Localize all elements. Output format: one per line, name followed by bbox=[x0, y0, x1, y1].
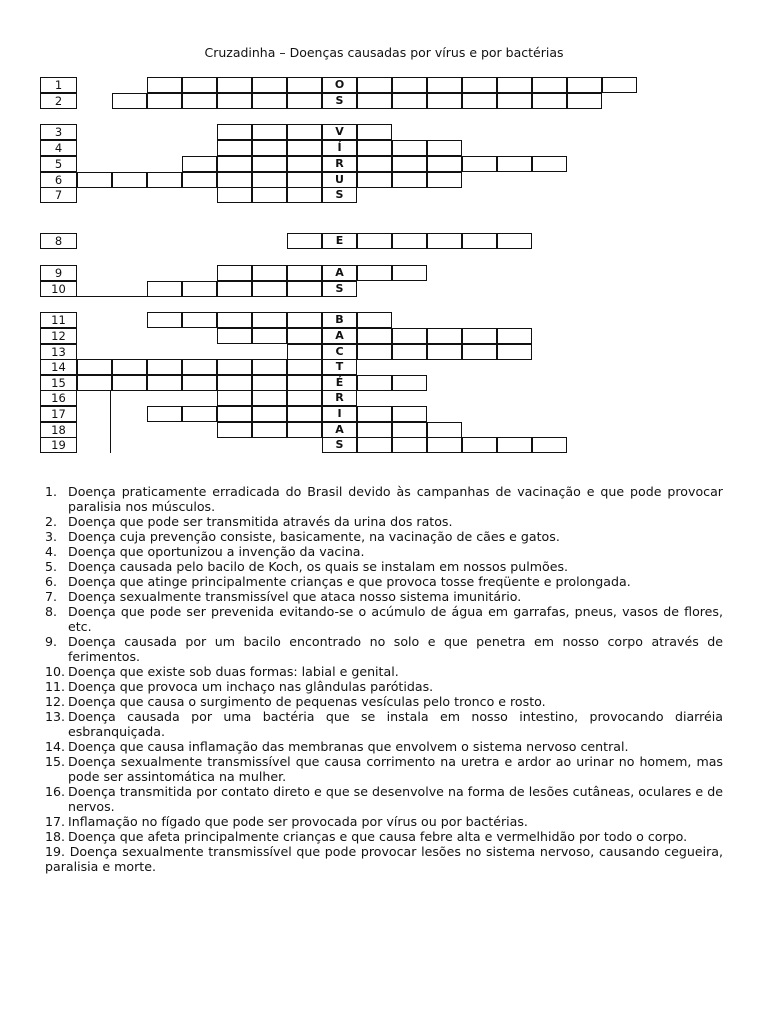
answer-cell[interactable] bbox=[217, 375, 252, 391]
clue-item bbox=[45, 559, 723, 574]
row-number: 6 bbox=[40, 172, 77, 188]
clue-number: 3. bbox=[45, 529, 58, 544]
clue-list bbox=[45, 484, 723, 874]
clue-text: Doença que afeta principalmente crianças e que causa febre alta e vermelhidão por todo o corpo. bbox=[68, 829, 688, 844]
answer-cell[interactable] bbox=[392, 156, 427, 172]
key-letter-cell: Í bbox=[322, 140, 357, 156]
answer-cell[interactable] bbox=[112, 359, 147, 375]
row-number: 3 bbox=[40, 124, 77, 140]
answer-cell[interactable] bbox=[287, 281, 322, 297]
clue-number: 18. bbox=[45, 829, 66, 844]
row-number: 15 bbox=[40, 375, 77, 391]
answer-cell[interactable] bbox=[217, 187, 252, 203]
answer-cell[interactable] bbox=[77, 172, 112, 188]
clue-text: Doença que provoca um inchaço nas glândulas parótidas. bbox=[68, 679, 434, 694]
answer-cell[interactable] bbox=[252, 172, 287, 188]
answer-cell[interactable] bbox=[532, 437, 567, 453]
answer-cell[interactable] bbox=[497, 77, 532, 93]
answer-cell[interactable] bbox=[182, 93, 217, 109]
answer-cell[interactable] bbox=[462, 77, 497, 93]
answer-cell[interactable] bbox=[217, 156, 252, 172]
key-letter-cell: É bbox=[322, 375, 357, 391]
clue-number: 16. bbox=[45, 784, 66, 799]
clue-item bbox=[45, 709, 723, 739]
answer-cell[interactable] bbox=[217, 312, 252, 328]
answer-cell[interactable] bbox=[217, 281, 252, 297]
clue-number: 19. bbox=[45, 844, 66, 859]
clue-item bbox=[45, 844, 723, 874]
clue-item bbox=[45, 694, 723, 709]
answer-cell[interactable] bbox=[147, 77, 182, 93]
page-title: Cruzadinha – Doenças causadas por vírus e por bactérias bbox=[204, 45, 564, 60]
clue-item bbox=[45, 784, 723, 814]
answer-cell[interactable] bbox=[217, 140, 252, 156]
answer-cell[interactable] bbox=[392, 233, 427, 249]
answer-cell[interactable] bbox=[182, 375, 217, 391]
key-letter-cell: V bbox=[322, 124, 357, 140]
answer-cell[interactable] bbox=[462, 156, 497, 172]
grid-rule bbox=[77, 296, 147, 297]
answer-cell[interactable] bbox=[112, 375, 147, 391]
answer-cell[interactable] bbox=[147, 359, 182, 375]
answer-cell[interactable] bbox=[217, 172, 252, 188]
clue-text: Doença que pode ser prevenida evitando-se o acúmulo de água em garrafas, pneus, vasos de flores, etc. bbox=[68, 604, 723, 634]
answer-cell[interactable] bbox=[357, 422, 392, 438]
answer-cell[interactable] bbox=[147, 172, 182, 188]
key-letter-cell: E bbox=[322, 233, 357, 249]
answer-cell[interactable] bbox=[392, 344, 427, 360]
clue-number: 9. bbox=[45, 634, 58, 649]
clue-text: Doença que oportunizou a invenção da vacina. bbox=[68, 544, 365, 559]
clue-item bbox=[45, 634, 723, 664]
clue-text: Doença sexualmente transmissível que causa corrimento na uretra e ardor ao urinar no homem, mas pode ser assintomática na mulher. bbox=[68, 754, 723, 784]
clue-text: Doença que existe sob duas formas: labial e genital. bbox=[68, 664, 399, 679]
answer-cell[interactable] bbox=[287, 156, 322, 172]
answer-cell[interactable] bbox=[112, 93, 147, 109]
clue-text: Doença causada por uma bactéria que se instala em nosso intestino, provocando diarréia esbranquiçada. bbox=[68, 709, 723, 739]
clue-text: Doença transmitida por contato direto e que se desenvolve na forma de lesões cutâneas, oculares e de nervos. bbox=[68, 784, 723, 814]
answer-cell[interactable] bbox=[392, 437, 427, 453]
answer-cell[interactable] bbox=[427, 233, 462, 249]
answer-cell[interactable] bbox=[392, 265, 427, 281]
answer-cell[interactable] bbox=[392, 77, 427, 93]
clue-item bbox=[45, 544, 723, 559]
clue-number: 12. bbox=[45, 694, 66, 709]
clue-text: Doença que pode ser transmitida através da urina dos ratos. bbox=[68, 514, 453, 529]
answer-cell[interactable] bbox=[217, 390, 252, 406]
clue-text: Doença sexualmente transmissível que ataca nosso sistema imunitário. bbox=[68, 589, 522, 604]
key-letter-cell: O bbox=[322, 77, 357, 93]
clue-text: Doença praticamente erradicada do Brasil devido às campanhas de vacinação e que pode provocar paralisia nos músculos. bbox=[68, 484, 723, 514]
answer-cell[interactable] bbox=[357, 375, 392, 391]
answer-cell[interactable] bbox=[287, 359, 322, 375]
answer-cell[interactable] bbox=[427, 140, 462, 156]
clue-item bbox=[45, 484, 723, 514]
row-number: 18 bbox=[40, 422, 77, 438]
answer-cell[interactable] bbox=[217, 328, 252, 344]
answer-cell[interactable] bbox=[497, 437, 532, 453]
clue-number: 4. bbox=[45, 544, 58, 559]
answer-cell[interactable] bbox=[497, 156, 532, 172]
row-number: 16 bbox=[40, 390, 77, 406]
answer-cell[interactable] bbox=[147, 312, 182, 328]
answer-cell[interactable] bbox=[252, 359, 287, 375]
answer-cell[interactable] bbox=[357, 233, 392, 249]
clue-item bbox=[45, 829, 723, 844]
answer-cell[interactable] bbox=[497, 233, 532, 249]
key-letter-cell: U bbox=[322, 172, 357, 188]
answer-cell[interactable] bbox=[392, 406, 427, 422]
answer-cell[interactable] bbox=[602, 77, 637, 93]
clue-item bbox=[45, 514, 723, 529]
answer-cell[interactable] bbox=[287, 140, 322, 156]
row-number: 7 bbox=[40, 187, 77, 203]
answer-cell[interactable] bbox=[182, 156, 217, 172]
answer-cell[interactable] bbox=[462, 93, 497, 109]
clue-text: Doença que causa o surgimento de pequenas vesículas pelo tronco e rosto. bbox=[68, 694, 546, 709]
answer-cell[interactable] bbox=[462, 328, 497, 344]
row-number: 12 bbox=[40, 328, 77, 344]
clue-text: Doença que atinge principalmente crianças e que provoca tosse freqüente e prolongada. bbox=[68, 574, 631, 589]
clue-number: 17. bbox=[45, 814, 66, 829]
key-letter-cell: T bbox=[322, 359, 357, 375]
clue-number: 5. bbox=[45, 559, 58, 574]
answer-cell[interactable] bbox=[427, 422, 462, 438]
key-letter-cell: R bbox=[322, 156, 357, 172]
answer-cell[interactable] bbox=[182, 406, 217, 422]
clue-item bbox=[45, 529, 723, 544]
row-number: 19 bbox=[40, 437, 77, 453]
answer-cell[interactable] bbox=[287, 344, 322, 360]
row-number: 17 bbox=[40, 406, 77, 422]
key-letter-cell: A bbox=[322, 265, 357, 281]
answer-cell[interactable] bbox=[252, 77, 287, 93]
answer-cell[interactable] bbox=[252, 156, 287, 172]
answer-cell[interactable] bbox=[357, 140, 392, 156]
answer-cell[interactable] bbox=[497, 344, 532, 360]
answer-cell[interactable] bbox=[357, 437, 392, 453]
answer-cell[interactable] bbox=[147, 93, 182, 109]
key-letter-cell: S bbox=[322, 93, 357, 109]
row-number: 10 bbox=[40, 281, 77, 297]
answer-cell[interactable] bbox=[112, 172, 147, 188]
key-letter-cell: S bbox=[322, 437, 357, 453]
answer-cell[interactable] bbox=[427, 156, 462, 172]
clue-item bbox=[45, 739, 723, 754]
answer-cell[interactable] bbox=[182, 77, 217, 93]
answer-cell[interactable] bbox=[182, 281, 217, 297]
clue-number: 8. bbox=[45, 604, 58, 619]
answer-cell[interactable] bbox=[217, 124, 252, 140]
answer-cell[interactable] bbox=[252, 281, 287, 297]
answer-cell[interactable] bbox=[462, 344, 497, 360]
row-number: 8 bbox=[40, 233, 77, 249]
clue-text: Inflamação no fígado que pode ser provocada por vírus ou por bactérias. bbox=[68, 814, 528, 829]
clue-item bbox=[45, 814, 723, 829]
answer-cell[interactable] bbox=[287, 187, 322, 203]
clue-text: Doença causada por um bacilo encontrado no solo e que penetra em nosso corpo através de ferimentos. bbox=[68, 634, 723, 664]
key-letter-cell: A bbox=[322, 422, 357, 438]
answer-cell[interactable] bbox=[287, 124, 322, 140]
answer-cell[interactable] bbox=[427, 77, 462, 93]
key-letter-cell: S bbox=[322, 187, 357, 203]
row-number: 14 bbox=[40, 359, 77, 375]
answer-cell[interactable] bbox=[392, 93, 427, 109]
answer-cell[interactable] bbox=[217, 422, 252, 438]
answer-cell[interactable] bbox=[532, 77, 567, 93]
answer-cell[interactable] bbox=[77, 359, 112, 375]
answer-cell[interactable] bbox=[252, 406, 287, 422]
answer-cell[interactable] bbox=[252, 390, 287, 406]
answer-cell[interactable] bbox=[427, 344, 462, 360]
answer-cell[interactable] bbox=[252, 422, 287, 438]
answer-cell[interactable] bbox=[287, 406, 322, 422]
answer-cell[interactable] bbox=[392, 140, 427, 156]
answer-cell[interactable] bbox=[252, 375, 287, 391]
answer-cell[interactable] bbox=[217, 265, 252, 281]
answer-cell[interactable] bbox=[182, 172, 217, 188]
answer-cell[interactable] bbox=[147, 375, 182, 391]
answer-cell[interactable] bbox=[357, 124, 392, 140]
answer-cell[interactable] bbox=[287, 375, 322, 391]
answer-cell[interactable] bbox=[147, 406, 182, 422]
clue-number: 6. bbox=[45, 574, 58, 589]
clue-item bbox=[45, 664, 723, 679]
answer-cell[interactable] bbox=[252, 140, 287, 156]
answer-cell[interactable] bbox=[217, 77, 252, 93]
clue-text: Doença causada pelo bacilo de Koch, os quais se instalam em nossos pulmões. bbox=[68, 559, 569, 574]
answer-cell[interactable] bbox=[392, 328, 427, 344]
answer-cell[interactable] bbox=[357, 265, 392, 281]
clue-item bbox=[45, 679, 723, 694]
answer-cell[interactable] bbox=[357, 312, 392, 328]
answer-cell[interactable] bbox=[252, 187, 287, 203]
row-number: 1 bbox=[40, 77, 77, 93]
key-letter-cell: R bbox=[322, 390, 357, 406]
answer-cell[interactable] bbox=[287, 77, 322, 93]
row-number: 4 bbox=[40, 140, 77, 156]
answer-cell[interactable] bbox=[532, 156, 567, 172]
key-letter-cell: B bbox=[322, 312, 357, 328]
answer-cell[interactable] bbox=[357, 344, 392, 360]
answer-cell[interactable] bbox=[497, 328, 532, 344]
row-number: 2 bbox=[40, 93, 77, 109]
clue-item bbox=[45, 574, 723, 589]
answer-cell[interactable] bbox=[217, 93, 252, 109]
answer-cell[interactable] bbox=[392, 172, 427, 188]
answer-cell[interactable] bbox=[252, 312, 287, 328]
answer-cell[interactable] bbox=[252, 124, 287, 140]
clue-number: 2. bbox=[45, 514, 58, 529]
row-number: 13 bbox=[40, 344, 77, 360]
answer-cell[interactable] bbox=[567, 93, 602, 109]
answer-cell[interactable] bbox=[462, 437, 497, 453]
key-letter-cell: A bbox=[322, 328, 357, 344]
answer-cell[interactable] bbox=[252, 265, 287, 281]
answer-cell[interactable] bbox=[427, 437, 462, 453]
key-letter-cell: C bbox=[322, 344, 357, 360]
answer-cell[interactable] bbox=[287, 233, 322, 249]
clue-text: Doença sexualmente transmissível que pode provocar lesões no sistema nervoso, causando cegueira, paralisia e morte. bbox=[45, 844, 723, 874]
clue-number: 7. bbox=[45, 589, 58, 604]
answer-cell[interactable] bbox=[532, 93, 567, 109]
answer-cell[interactable] bbox=[217, 406, 252, 422]
answer-cell[interactable] bbox=[462, 233, 497, 249]
answer-cell[interactable] bbox=[392, 375, 427, 391]
answer-cell[interactable] bbox=[357, 172, 392, 188]
clue-number: 10. bbox=[45, 664, 66, 679]
answer-cell[interactable] bbox=[287, 312, 322, 328]
answer-cell[interactable] bbox=[357, 93, 392, 109]
answer-cell[interactable] bbox=[287, 93, 322, 109]
answer-cell[interactable] bbox=[567, 77, 602, 93]
answer-cell[interactable] bbox=[427, 93, 462, 109]
clue-item bbox=[45, 604, 723, 634]
answer-cell[interactable] bbox=[182, 359, 217, 375]
clue-text: Doença que causa inflamação das membranas que envolvem o sistema nervoso central. bbox=[68, 739, 629, 754]
answer-cell[interactable] bbox=[427, 328, 462, 344]
answer-cell[interactable] bbox=[77, 375, 112, 391]
key-letter-cell: S bbox=[322, 281, 357, 297]
answer-cell[interactable] bbox=[252, 93, 287, 109]
answer-cell[interactable] bbox=[357, 406, 392, 422]
answer-cell[interactable] bbox=[392, 422, 427, 438]
answer-cell[interactable] bbox=[287, 422, 322, 438]
answer-cell[interactable] bbox=[252, 328, 287, 344]
clue-item bbox=[45, 589, 723, 604]
clue-number: 1. bbox=[45, 484, 58, 499]
answer-cell[interactable] bbox=[217, 359, 252, 375]
answer-cell[interactable] bbox=[357, 328, 392, 344]
answer-cell[interactable] bbox=[287, 265, 322, 281]
row-number: 11 bbox=[40, 312, 77, 328]
answer-cell[interactable] bbox=[147, 281, 182, 297]
answer-cell[interactable] bbox=[182, 312, 217, 328]
answer-cell[interactable] bbox=[287, 390, 322, 406]
key-letter-cell: I bbox=[322, 406, 357, 422]
clue-number: 14. bbox=[45, 739, 66, 754]
clue-number: 13. bbox=[45, 709, 66, 724]
answer-cell[interactable] bbox=[287, 172, 322, 188]
answer-cell[interactable] bbox=[427, 172, 462, 188]
answer-cell[interactable] bbox=[497, 93, 532, 109]
answer-cell[interactable] bbox=[357, 156, 392, 172]
clue-item bbox=[45, 754, 723, 784]
clue-number: 15. bbox=[45, 754, 66, 769]
row-number: 5 bbox=[40, 156, 77, 172]
clue-number: 11. bbox=[45, 679, 66, 694]
row-number: 9 bbox=[40, 265, 77, 281]
answer-cell[interactable] bbox=[287, 328, 322, 344]
clue-text: Doença cuja prevenção consiste, basicamente, na vacinação de cães e gatos. bbox=[68, 529, 560, 544]
answer-cell[interactable] bbox=[357, 77, 392, 93]
